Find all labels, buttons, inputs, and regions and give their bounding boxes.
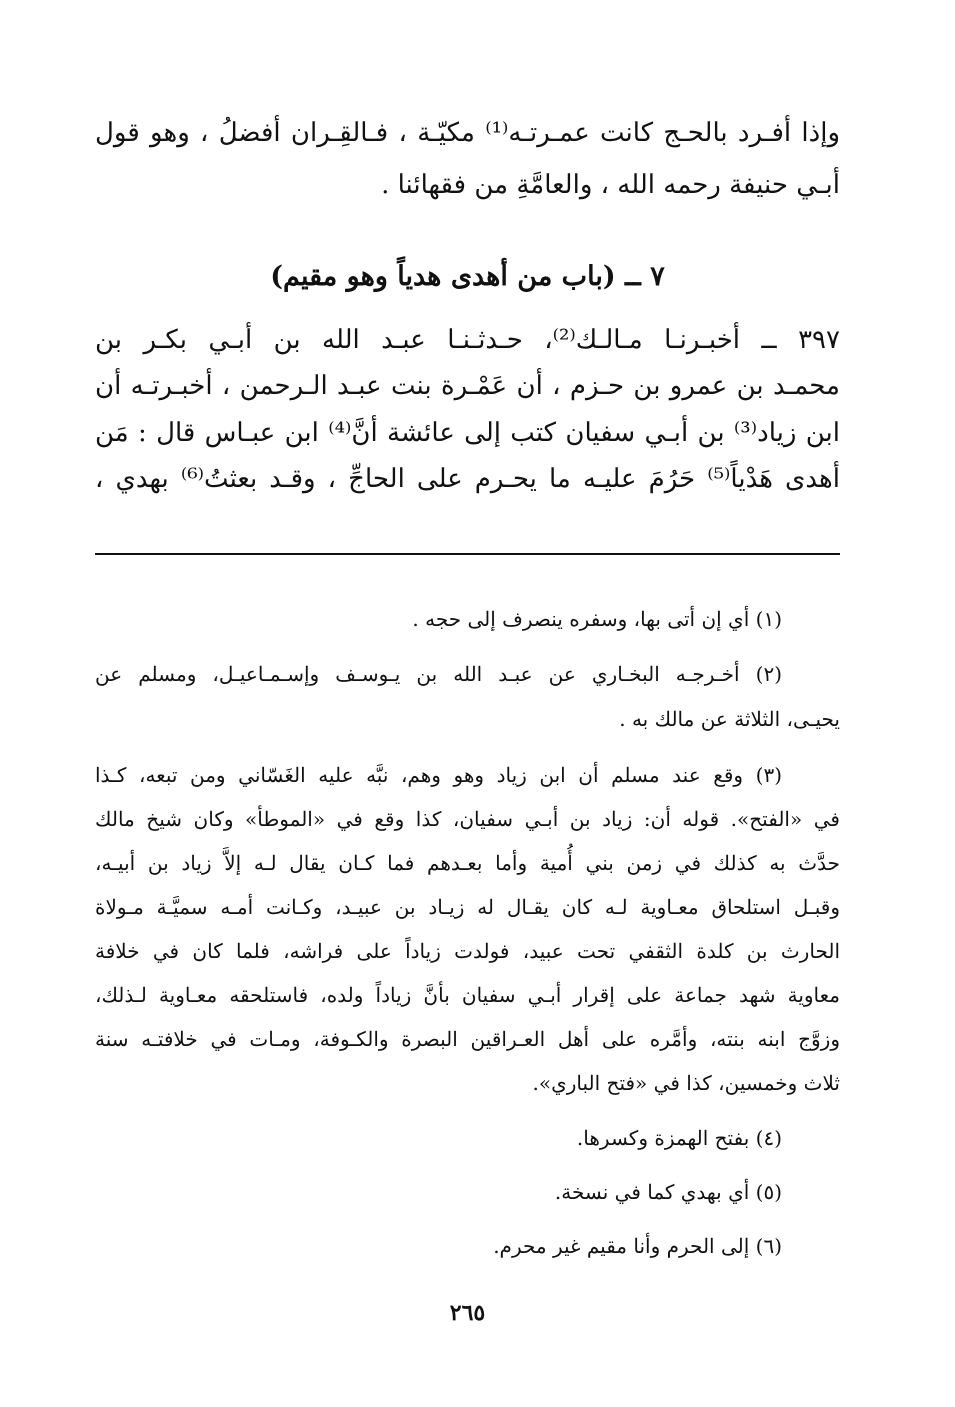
main-text-line: وإذا أفـرد بالحـج كانت عمـرتـه⁽¹⁾ مكيّـة ، فـالقِـران أفضلُ ، وهو قول [95,118,841,148]
hadith-line: ابن زياد⁽³⁾ بن أبـي سفيان كتب إلى عائشة أنَّ⁽⁴⁾ ابن عبـاس قال : مَن [95,418,840,448]
footnote-3-line: معاوية شهد جماعة على إقرار أبـي سفيان بأنَّ زياداً ولده، فاستلحقه معـاوية لـذلك، [95,983,840,1007]
main-text-line: أبـي حنيفة رحمه الله ، والعامَّةِ من فقهائنا . [381,170,840,200]
book-page [95,0,840,1407]
footnote-3-line: حدَّث به كذلك في زمن بني أُمية وأما بعـدهم فما كـان يقال لـه إلاَّ زياد بن أبيـه، [95,851,840,875]
footnote-1: (١) أي إن أتى بها، وسفره ينصرف إلى حجه . [412,607,782,631]
hadith-line: أهدى هَدْياً⁽⁵⁾ حَرُمَ عليـه ما يحـرم على الحاجِّ ، وقـد بعثتُ⁽⁶⁾ بهدي ، [95,464,840,494]
footnote-3-line: في «الفتح». قوله أن: زياد بن أبـي سفيان، كذا وقع في «الموطأ» وكان شيخ مالك [95,807,840,831]
page-number: ٢٦٥ [449,1300,486,1326]
footnote-separator [95,553,840,555]
footnote-3-line: الحارث بن كلدة الثقفي تحت عبيد، فولدت زياداً على فراشه، فلما كان في خلافة [95,939,840,963]
footnote-6: (٦) إلى الحرم وأنا مقيم غير محرم. [493,1234,782,1258]
hadith-line: ٣٩٧ ــ أخبـرنـا مـالـك⁽²⁾، حـدثـنـا عبـد الله بن أبـي بكـر بن [95,325,840,355]
footnote-3: (٣) وقع عند مسلم أن ابن زياد وهو وهم، نبَّه عليه الغَسّاني ومن تبعه، كـذا [95,763,782,787]
footnote-2-line: يحيـى، الثلاثة عن مالك به . [619,707,840,731]
footnote-3-line: وقبـل استلحاق معـاوية لـه كان يقـال له زيـاد بن عبيـد، وكـانت أمـه سميَّـة مـولاة [95,895,840,919]
section-heading: ٧ ــ (باب من أهدى هدياً وهو مقيم) [270,261,665,292]
hadith-line: محمـد بن عمرو بن حـزم ، أن عَمْـرة بنت عبـد الـرحمن ، أخبـرتـه أن [95,371,840,401]
footnote-3-line: وزوَّج ابنه بنته، وأمَّره على أهل العـراقين البصرة والكـوفة، ومـات في خلافتـه سنة [95,1027,840,1051]
footnote-4: (٤) بفتح الهمزة وكسرها. [576,1126,782,1150]
footnote-3-line: ثلاث وخمسين، كذا في «فتح الباري». [532,1071,840,1095]
footnote-5: (٥) أي بهدي كما في نسخة. [554,1180,782,1204]
footnote-2: (٢) أخـرجـه البخـاري عن عبـد الله بن يـوسـف وإسـمـاعيـل، ومسلم عن [95,662,782,686]
